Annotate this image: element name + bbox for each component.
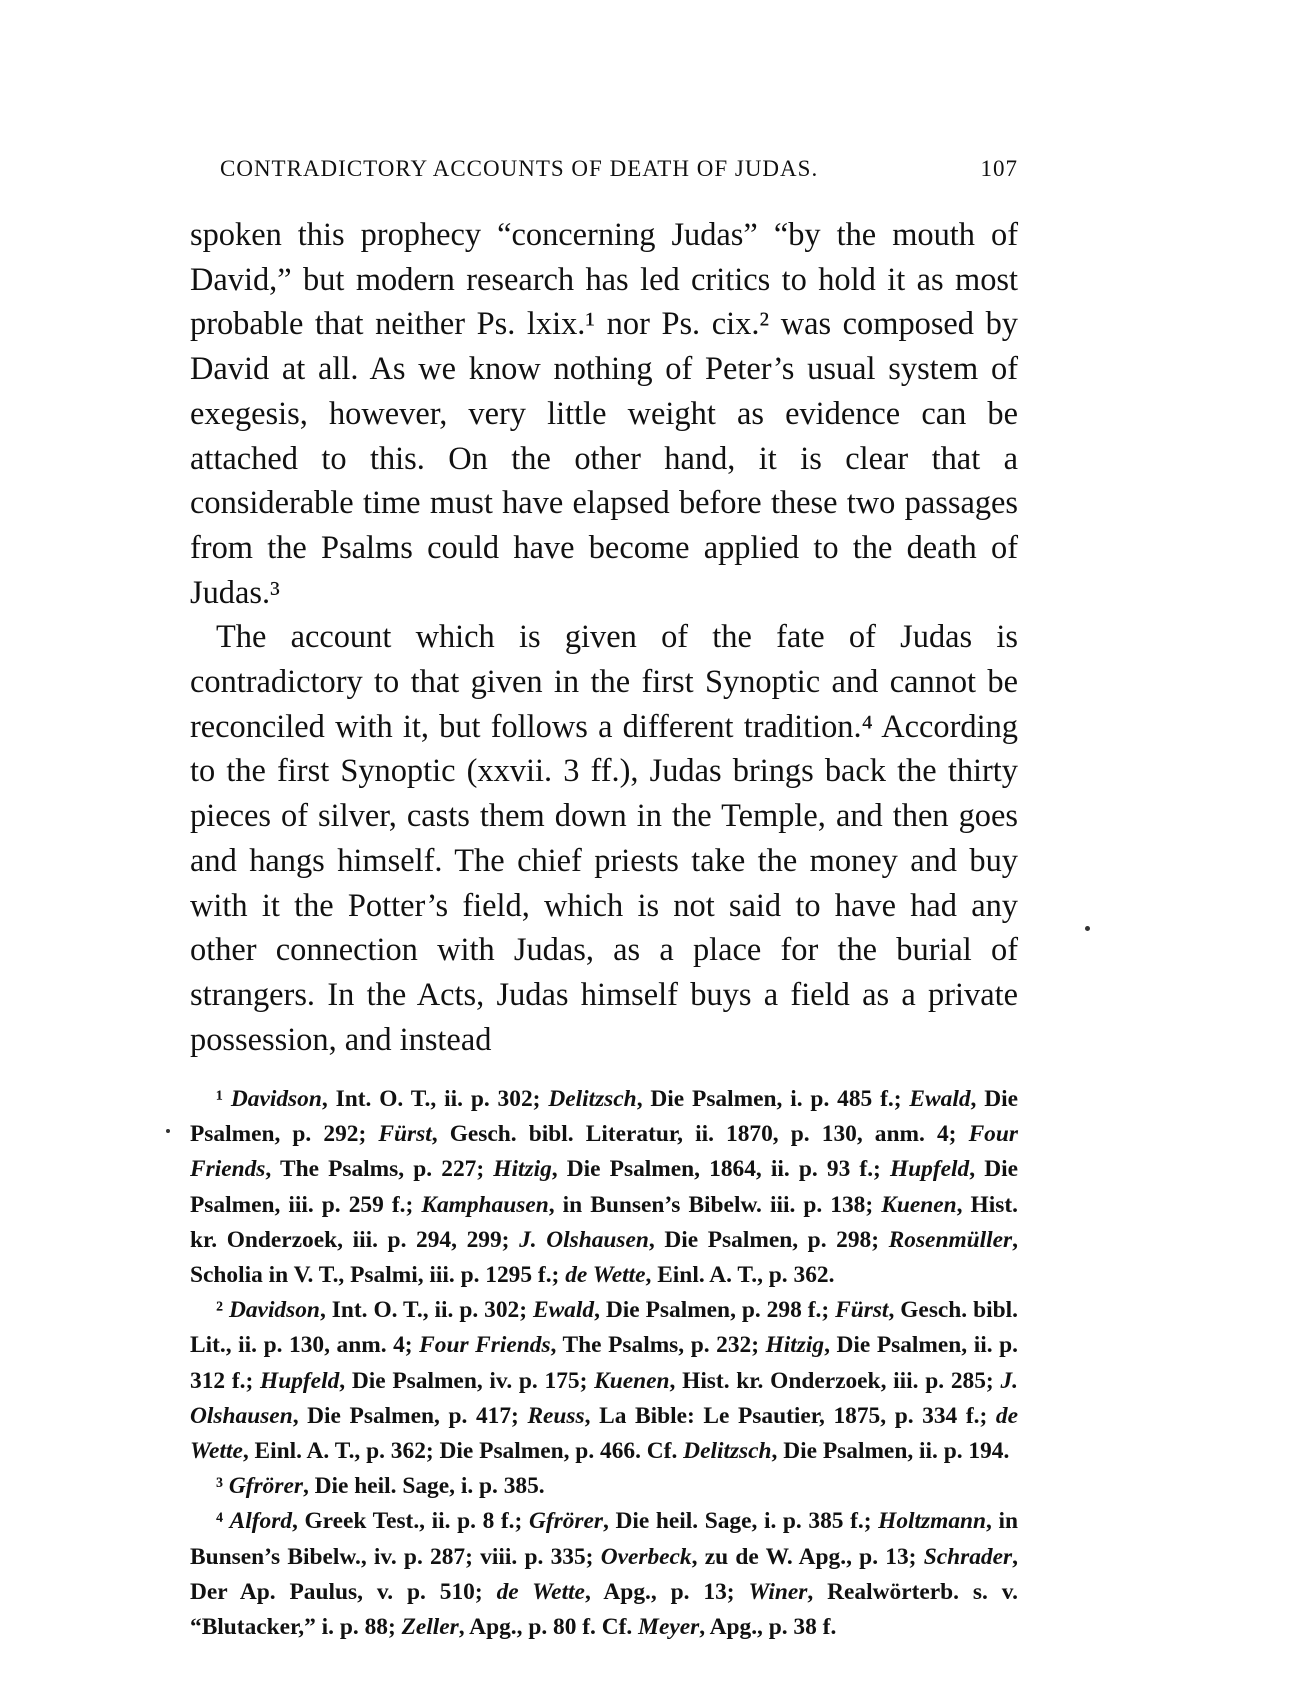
author-name: Reuss: [527, 1402, 585, 1429]
author-name: de Wette: [496, 1578, 585, 1605]
author-name: Ewald: [909, 1086, 971, 1112]
footnote-4: ⁴ Alford, Greek Test., ii. p. 8 f.; Gfrörer, Die heil. Sage, i. p. 385 f.; Holtzmann, in Bunsen’s Bibelw., iv. p. 287; viii. p. 335; Overbeck, zu de W. Apg., p. 13; Schrader, Der Ap. Paulus, v. p. 510; de Wette, Apg., p. 13; Winer, Realwörterb. s. v. “Blutacker,” i. p. 88; Zeller, Apg., p. 80 f. Cf. Meyer, Apg., p. 38 f.: [190, 1508, 1019, 1641]
author-name: Ewald: [532, 1297, 595, 1324]
paragraph-judas-fate: The account which is given of the fate of Judas is contradictory to that given in the first Synoptic and cannot be reconciled with it, but follows a different tradition.⁴ According to the first Synoptic (xxvii. 3 ff.), Judas brings back the thirty pieces of silver, casts them down in the Temple, and then goes and hangs himself. The chief priests take the money and buy with it the Potter’s field, which is not said to have had any other connection with Judas, as a place for the burial of strangers. In the Acts, Judas himself buys a field as a private possession, and instead: [190, 619, 1018, 1058]
author-name: Hupfeld: [260, 1367, 340, 1394]
author-name: Meyer: [638, 1614, 700, 1641]
footnote-3: ³ Gfrörer, Die heil. Sage, i. p. 385.: [216, 1473, 545, 1500]
footnote-2: ² Davidson, Int. O. T., ii. p. 302; Ewald, Die Psalmen, p. 298 f.; Fürst, Gesch. bibl. Lit., ii. p. 130, anm. 4; Four Friends, The Psalms, p. 232; Hitzig, Die Psalmen, ii. p. 312 f.; Hupfeld, Die Psalmen, iv. p. 175; Kuenen, Hist. kr. Onderzoek, iii. p. 285; J. Olshausen, Die Psalmen, p. 417; Reuss, La Bible: Le Psautier, 1875, p. 334 f.; de Wette, Einl. A. T., p. 362; Die Psalmen, p. 466. Cf. Delitzsch, Die Psalmen, ii. p. 194.: [190, 1297, 1018, 1465]
ink-speck: [1085, 926, 1090, 931]
author-name: Overbeck: [600, 1543, 692, 1570]
author-name: de Wette: [190, 1402, 1018, 1465]
author-name: J. Olshausen: [519, 1226, 649, 1253]
page-number: 107: [980, 156, 1018, 181]
author-name: Four Friends: [419, 1332, 551, 1359]
footnotes: [190, 1082, 1018, 1645]
author-name: Fürst: [378, 1121, 432, 1148]
author-name: Gfrörer: [228, 1473, 303, 1500]
author-name: Alford: [229, 1508, 293, 1535]
author-name: Schrader: [923, 1543, 1013, 1570]
author-name: Kamphausen: [421, 1191, 549, 1218]
running-title: CONTRADICTORY ACCOUNTS OF DEATH OF JUDAS.: [220, 156, 819, 181]
author-name: Hitzig: [493, 1156, 552, 1183]
author-name: Hupfeld: [889, 1156, 970, 1183]
footnote-1: ¹ Davidson, Int. O. T., ii. p. 302; Delitzsch, Die Psalmen, i. p. 485 f.; Ewald, Die Psalmen, p. 292; Fürst, Gesch. bibl. Literatur, ii. 1870, p. 130, anm. 4; Four Friends, The Psalms, p. 227; Hitzig, Die Psalmen, 1864, ii. p. 93 f.; Hupfeld, Die Psalmen, iii. p. 259 f.; Kamphausen, in Bunsen’s Bibelw. iii. p. 138; Kuenen, Hist. kr. Onderzoek, iii. p. 294, 299; J. Olshausen, Die Psalmen, p. 298; Rosenmüller, Scholia in V. T., Psalmi, iii. p. 1295 f.; de Wette, Einl. A. T., p. 362.: [190, 1086, 1019, 1289]
author-name: Delitzsch: [548, 1086, 637, 1112]
ink-speck: [166, 1129, 170, 1133]
author-name: Hitzig: [765, 1332, 825, 1359]
author-name: Holtzmann: [878, 1508, 987, 1535]
author-name: J. Olshausen: [190, 1367, 1018, 1429]
author-name: Zeller: [401, 1614, 459, 1641]
author-name: Fürst: [835, 1297, 889, 1324]
author-name: de Wette: [565, 1262, 646, 1289]
author-name: Delitzsch: [683, 1438, 772, 1465]
author-name: Davidson: [230, 1086, 322, 1112]
author-name: Winer: [748, 1578, 808, 1605]
paragraph-continued: spoken this prophecy “concerning Judas” “by the mouth of David,” but modern research has led critics to hold it as most probable that neither Ps. lxix.¹ nor Ps. cix.² was composed by David at all. As we know nothing of Peter’s usual system of exegesis, however, very little weight as evidence can be attached to this. On the other hand, it is clear that a considerable time must have elapsed before these two passages from the Psalms could have become applied to the death of Judas.³: [190, 217, 1018, 611]
author-name: Kuenen: [594, 1367, 670, 1394]
author-name: Gfrörer: [528, 1508, 604, 1535]
author-name: Davidson: [228, 1297, 320, 1324]
author-name: Rosenmüller: [888, 1226, 1013, 1253]
author-name: Four Friends: [190, 1121, 1018, 1183]
author-name: Kuenen: [881, 1191, 957, 1218]
body-text: [190, 213, 1018, 1062]
